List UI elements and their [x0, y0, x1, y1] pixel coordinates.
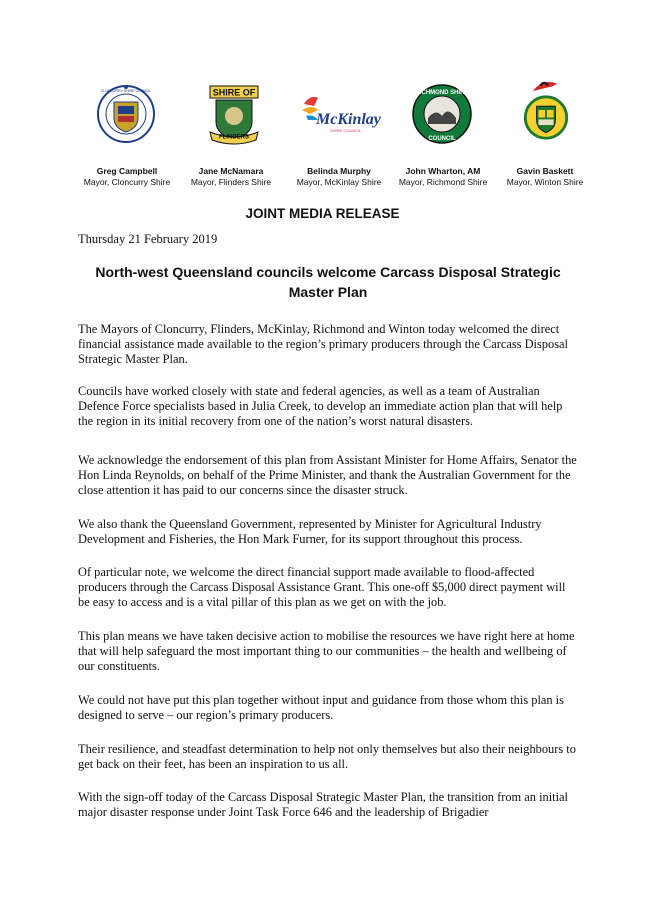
body-paragraph [78, 742, 578, 772]
mayor-belinda-murphy [284, 166, 394, 188]
mayor-title: Mayor, McKinlay Shire [296, 177, 382, 187]
mayor-name: Gavin Baskett [516, 166, 574, 176]
richmond-top-text: RICHMOND SHIRE [415, 90, 469, 96]
mckinlay-sub-text: SHIRE COUNCIL [330, 128, 362, 133]
paragraph-text: We could not have put this plan together without input and guidance from those whom this plan is designed to serve – our region’s primary producers. [78, 693, 564, 723]
mayor-title: Mayor, Cloncurry Shire [83, 177, 171, 187]
mayor-john-wharton [388, 166, 498, 188]
mckinlay-wordmark: McKinlay [316, 111, 381, 128]
paragraph-text: With the sign-off today of the Carcass Disposal Strategic Master Plan, the transition from an initial major disaster response under Joint Task Force 646 and the leadership of Brigadier [78, 790, 568, 820]
body-paragraph [78, 629, 578, 675]
paragraph-text: Councils have worked closely with state and federal agencies, as well as a team of Australian Defence Force specialists based in Julia Creek, to develop an immediate action plan that will help the region in its initial recovery from one of the nation’s worst natural disasters. [78, 384, 563, 429]
body-paragraph [78, 322, 578, 368]
paragraph-text: We acknowledge the endorsement of this plan from Assistant Minister for Home Affairs, Senator the Hon Linda Reynolds, on behalf of the Prime Minister, and thank the Australian Government for the close attention it has paid to our concerns since the disaster struck. [78, 453, 577, 498]
mayor-title: Mayor, Richmond Shire [398, 177, 488, 187]
mayor-title: Mayor, Flinders Shire [190, 177, 272, 187]
mayor-jane-mcnamara [176, 166, 286, 188]
paragraph-text: Their resilience, and steadfast determination to help not only themselves but also their neighbours to get back on their feet, has been an inspiration to us all. [78, 742, 576, 772]
headline-line-2: Master Plan [288, 284, 368, 300]
mayor-name: John Wharton, AM [405, 166, 481, 176]
shire-of-flinders-logo [196, 82, 272, 146]
richmond-shire-council-logo [404, 82, 480, 146]
headline-line-1: North-west Queensland councils welcome Carcass Disposal Strategic [95, 264, 561, 280]
body-paragraph [78, 517, 578, 547]
flinders-top-text: SHIRE OF [212, 87, 256, 98]
release-heading: JOINT MEDIA RELEASE [245, 206, 400, 221]
cloncurry-shire-council-logo [88, 82, 164, 146]
paragraph-text: We also thank the Queensland Government, represented by Minister for Agricultural Industry Development and Fisheries, the Hon Mark Furner, for its support throughout this process. [78, 517, 542, 547]
body-paragraph [78, 565, 578, 611]
paragraph-text: Of particular note, we welcome the direct financial support made available to flood-affected producers through the Carcass Disposal Assistance Grant. This one-off $5,000 direct payment will be easy to access and is a vital pillar of this plan as we get on with the job. [78, 565, 566, 610]
body-paragraph [78, 384, 578, 430]
body-paragraph [78, 790, 578, 820]
release-headline [78, 262, 578, 302]
body-paragraph [78, 453, 578, 499]
cloncurry-ring-text: CLONCURRY SHIRE COUNCIL [100, 89, 152, 93]
body-paragraph [78, 693, 578, 723]
richmond-bottom-text: COUNCIL [428, 136, 456, 142]
mckinlay-shire-council-logo [294, 84, 384, 148]
mayor-name: Belinda Murphy [307, 166, 371, 176]
mayor-title: Mayor, Winton Shire [506, 177, 584, 187]
mayor-name: Greg Campbell [96, 166, 158, 176]
paragraph-text: The Mayors of Cloncurry, Flinders, McKinlay, Richmond and Winton today welcomed the direct financial assistance made available to the region’s primary producers through the Carcass Disposal Strategic Master Plan. [78, 322, 568, 367]
winton-shire-logo [508, 78, 584, 142]
mayor-gavin-baskett [490, 166, 600, 188]
release-date: Thursday 21 February 2019 [78, 232, 218, 246]
mayor-greg-campbell [72, 166, 182, 188]
flinders-bottom-text: FLINDERS [219, 134, 249, 141]
paragraph-text: This plan means we have taken decisive action to mobilise the resources we have right here at home that will help safeguard the most important thing to our communities – the health and wellbeing of our constituents. [78, 629, 575, 674]
mayor-name: Jane McNamara [198, 166, 264, 176]
